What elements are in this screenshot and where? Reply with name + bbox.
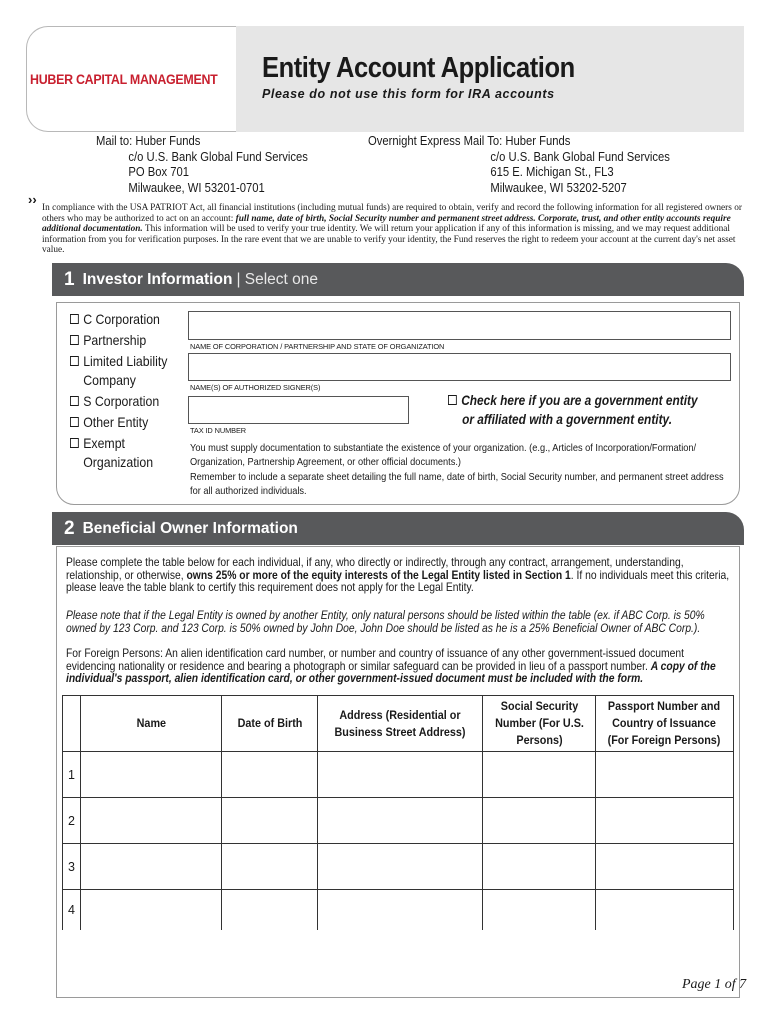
mail-line: PO Box 701 (128, 165, 190, 179)
overnight-address (368, 134, 670, 196)
dob-cell[interactable] (222, 752, 318, 798)
column-header (80, 696, 221, 752)
checkbox-icon[interactable] (70, 356, 79, 366)
entity-type-options (70, 310, 167, 474)
section-subtitle: | Select one (236, 270, 319, 288)
name-cell[interactable] (80, 752, 221, 798)
option-c-corporation[interactable] (70, 310, 167, 329)
para-text: For Foreign Persons: An alien identification card number, or number and country of issuance of any other government-issued document evidencing nationality or residence and bearing a photograph or similar safeguard can be provided in lieu of a passport number. (66, 646, 684, 673)
option-llc[interactable] (70, 352, 167, 390)
mail-line: Mail to: Huber Funds (96, 134, 201, 148)
address-cell[interactable] (318, 844, 483, 890)
para-text: . If no individuals meet this criteria, please leave the table blank to certify this requirement does not apply for the Legal Entity. (66, 567, 730, 594)
overnight-line: c/o U.S. Bank Global Fund Services (490, 149, 670, 164)
gov-label: Check here if you are a government entity (461, 393, 698, 408)
section-1-header (52, 263, 744, 296)
page-title: Entity Account Application (262, 52, 575, 84)
gov-label-line2: or affiliated with a government entity. (462, 412, 673, 427)
checkbox-icon[interactable] (70, 335, 79, 345)
section-2-header (52, 512, 744, 545)
section-title: Beneficial Owner Information (82, 519, 298, 537)
note-line: Organization, Partnership Agreement, or other official documents.) (190, 455, 462, 468)
address-cell[interactable] (318, 752, 483, 798)
option-label-line: Organization (83, 454, 154, 470)
checkbox-icon[interactable] (70, 417, 79, 427)
tax-id-input[interactable] (188, 396, 409, 424)
patriot-act-notice (42, 203, 742, 256)
tax-id-label: TAX ID NUMBER (190, 426, 247, 435)
documentation-note (190, 442, 736, 469)
checkbox-icon[interactable] (70, 396, 79, 406)
checkbox-icon[interactable] (448, 395, 457, 405)
separate-sheet-note (190, 471, 736, 498)
dob-cell[interactable] (222, 844, 318, 890)
column-label: Social Security Number (For U.S. Persons) (494, 699, 584, 747)
option-label: Other Entity (83, 414, 149, 430)
row-number-header (63, 696, 81, 752)
checkbox-icon[interactable] (70, 438, 79, 448)
passport-cell[interactable] (595, 752, 733, 798)
option-label (83, 352, 167, 390)
page-number: Page 1 of 7 (682, 977, 747, 992)
chevron-right-icon: ›› (28, 192, 37, 207)
overnight-line: 615 E. Michigan St., FL3 (490, 165, 614, 179)
overnight-line: Overnight Express Mail To: Huber Funds (368, 134, 571, 148)
note-line: for all authorized individuals. (190, 484, 307, 497)
government-entity-checkbox[interactable] (448, 391, 698, 429)
column-header (483, 696, 596, 752)
table-row (63, 752, 734, 798)
address-cell[interactable] (318, 890, 483, 930)
legal-entity-note: Please note that if the Legal Entity is owned by another Entity, only natural persons should be listed within the table (ex. if ABC Corp. is 50% owned by 123 Corp. and 123 Corp. is 50% owned by John Doe, John Doe should be listed as he is a 25% Beneficial Owner of ABC Corp.). (66, 608, 705, 635)
passport-cell[interactable] (595, 798, 733, 844)
mail-line: Milwaukee, WI 53201-0701 (128, 180, 265, 195)
option-other-entity[interactable] (70, 413, 167, 432)
ssn-cell[interactable] (483, 798, 596, 844)
name-cell[interactable] (80, 890, 221, 930)
column-label: Date of Birth (237, 716, 303, 730)
section-title: Investor Information (82, 270, 233, 288)
mail-line: c/o U.S. Bank Global Fund Services (128, 149, 308, 164)
passport-cell[interactable] (595, 890, 733, 930)
column-label: Address (Residential or Business Street Address) (334, 707, 466, 739)
table-row (63, 890, 734, 930)
column-header (595, 696, 733, 752)
patriot-text: In compliance with the USA PATRIOT Act, all financial institutions (including mutual funds) are required to obtain, verify and record the following information for all registered owners or others who may be authorized to act on an account: (42, 203, 742, 224)
para-emphasis: owns 25% or more of the equity interests of the Legal Entity listed in Section 1 (186, 567, 571, 582)
patriot-emphasis: full name, date of birth, Social Security number and permanent street address. Corporate, trust, and other entity accounts require additional documentation. (42, 213, 731, 235)
option-label-line: Exempt (83, 435, 125, 451)
beneficial-owner-instructions (66, 556, 731, 594)
column-header (222, 696, 318, 752)
column-header (318, 696, 483, 752)
row-number: 4 (63, 890, 81, 930)
option-label: S Corporation (83, 393, 160, 409)
ssn-cell[interactable] (483, 752, 596, 798)
option-label-line: Company (83, 372, 136, 388)
dob-cell[interactable] (222, 798, 318, 844)
option-label (83, 434, 153, 472)
section-number: 1 (64, 268, 75, 290)
address-cell[interactable] (318, 798, 483, 844)
ssn-cell[interactable] (483, 890, 596, 930)
row-number: 2 (63, 798, 81, 844)
name-cell[interactable] (80, 798, 221, 844)
dob-cell[interactable] (222, 890, 318, 930)
ssn-cell[interactable] (483, 844, 596, 890)
authorized-signer-input[interactable] (188, 353, 731, 381)
option-label-line: Limited Liability (83, 353, 168, 369)
table-header-row (63, 696, 734, 752)
table-row (63, 844, 734, 890)
foreign-persons-note (66, 647, 731, 685)
table-row (63, 798, 734, 844)
para-text: Please complete the table below for each individual, if any, who directly or indirectly, through any contract, arrangement, understanding, relationship, or otherwise, (66, 555, 684, 582)
mail-to-address (96, 134, 308, 196)
beneficial-owner-table (62, 695, 734, 930)
overnight-line: Milwaukee, WI 53202-5207 (490, 180, 627, 195)
note-line: Remember to include a separate sheet detailing the full name, date of birth, Social Security number, and permanent street address (190, 471, 724, 483)
checkbox-icon[interactable] (70, 314, 79, 324)
entity-name-label: NAME OF CORPORATION / PARTNERSHIP AND STATE OF ORGANIZATION (190, 342, 445, 351)
page-subtitle: Please do not use this form for IRA accounts (262, 87, 555, 101)
passport-cell[interactable] (595, 844, 733, 890)
column-label: Name (136, 716, 166, 730)
option-s-corporation[interactable] (70, 392, 167, 411)
option-partnership[interactable] (70, 331, 167, 350)
authorized-signer-label: NAME(S) OF AUTHORIZED SIGNER(S) (190, 383, 321, 392)
entity-name-input[interactable] (188, 311, 731, 340)
row-number: 1 (63, 752, 81, 798)
option-label: Partnership (83, 332, 147, 348)
option-exempt-organization[interactable] (70, 434, 167, 472)
note-line: You must supply documentation to substantiate the existence of your organization. (e.g., Articles of Incorporation/Formation/ (190, 442, 697, 454)
column-label: Passport Number and Country of Issuance (For Foreign Persons) (608, 699, 721, 747)
option-label: C Corporation (83, 311, 160, 327)
para-emphasis: A copy of the individual's passport, alien identification card, or other government-issued document must be included with the form. (66, 658, 716, 685)
name-cell[interactable] (80, 844, 221, 890)
row-number: 3 (63, 844, 81, 890)
section-number: 2 (64, 517, 75, 539)
patriot-text-end: This information will be used to verify your true identity. We will return your application if any of this information is missing, and we may request additional information from you for verification purposes. In the rare event that we are unable to verify your identity, the Fund reserves the right to redeem your account at the current day's net asset value. (42, 224, 736, 256)
company-logo: HUBER CAPITAL MANAGEMENT (30, 72, 218, 87)
